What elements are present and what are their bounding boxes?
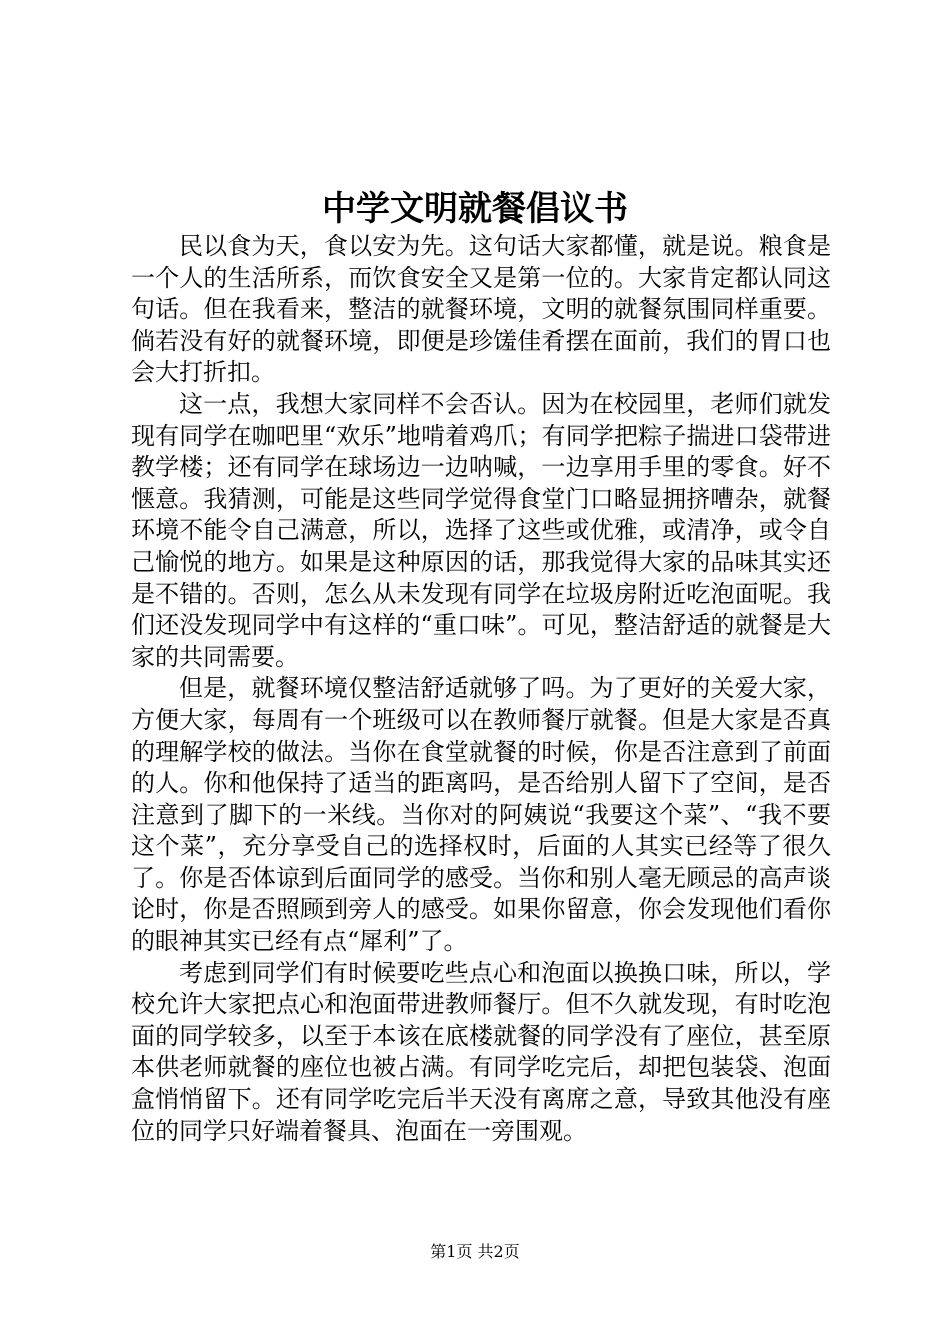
page-footer: 第1页 共2页 <box>430 1242 520 1261</box>
document-body <box>131 231 831 1147</box>
paragraph-2: 这一点，我想大家同样不会否认。因为在校园里，老师们就发现有同学在咖吧里“欢乐”地啃着鸡爪；有同学把粽子揣进口袋带进教学楼；还有同学在球场边一边呐喊，一边享用手里的零食。好不惬意。我猜测，可能是这些同学觉得食堂门口略显拥挤嘈杂，就餐环境不能令自己满意，所以，选择了这些或优雅，或清净，或令自己愉悦的地方。如果是这种原因的话，那我觉得大家的品味其实还是不错的。否则，怎么从未发现有同学在垃圾房附近吃泡面呢。我们还没发现同学中有这样的“重口味”。可见，整洁舒适的就餐是大家的共同需要。 <box>131 389 831 671</box>
paragraph-3: 但是，就餐环境仅整洁舒适就够了吗。为了更好的关爱大家，方便大家，每周有一个班级可以在教师餐厅就餐。但是大家是否真的理解学校的做法。当你在食堂就餐的时候，你是否注意到了前面的人。你和他保持了适当的距离吗，是否给别人留下了空间，是否注意到了脚下的一米线。当你对的阿姨说“我要这个菜”、“我不要这个菜”，充分享受自己的选择权时，后面的人其实已经等了很久了。你是否体谅到后面同学的感受。当你和别人毫无顾忌的高声谈论时，你是否照顾到旁人的感受。如果你留意，你会发现他们看你的眼神其实已经有点“犀利”了。 <box>131 674 831 956</box>
paragraph-4: 考虑到同学们有时候要吃些点心和泡面以换换口味，所以，学校允许大家把点心和泡面带进教师餐厅。但不久就发现，有时吃泡面的同学较多，以至于本该在底楼就餐的同学没有了座位，甚至原本供老师就餐的座位也被占满。有同学吃完后，却把包装袋、泡面盒悄悄留下。还有同学吃完后半天没有离席之意，导致其他没有座位的同学只好端着餐具、泡面在一旁围观。 <box>131 958 831 1145</box>
paragraph-1: 民以食为天，食以安为先。这句话大家都懂，就是说。粮食是一个人的生活所系，而饮食安全又是第一位的。大家肯定都认同这句话。但在我看来，整洁的就餐环境，文明的就餐氛围同样重要。倘若没有好的就餐环境，即便是珍馐佳肴摆在面前，我们的胃口也会大打折扣。 <box>131 232 831 387</box>
document-title: 中学文明就餐倡议书 <box>322 189 628 229</box>
